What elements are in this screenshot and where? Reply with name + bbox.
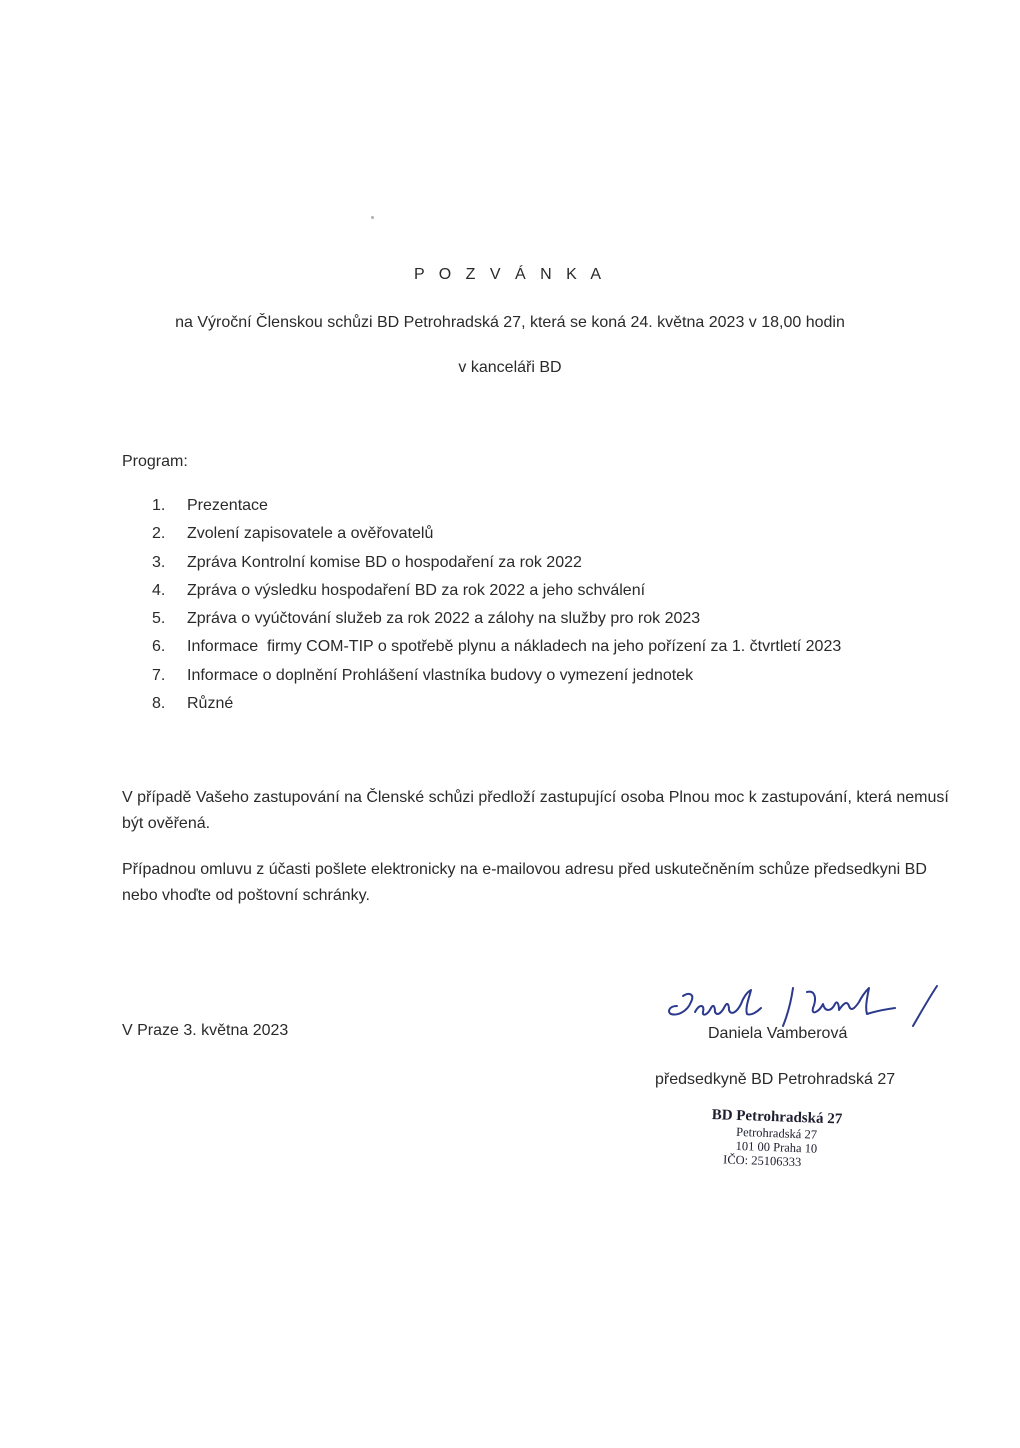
apology-note: Případnou omluvu z účasti pošlete elektronicky na e-mailovou adresu před uskutečněním schůze předsedkyni BD nebo vhoďte od poštovní schránky. <box>122 861 927 904</box>
organization-stamp <box>710 1107 843 1171</box>
agenda-item-number: 3. <box>152 553 166 571</box>
place-and-date: V Praze 3. května 2023 <box>122 1022 289 1039</box>
signer-role: předsedkyně BD Petrohradská 27 <box>655 1071 896 1088</box>
proxy-note: V případě Vašeho zastupování na Členské schůzi předloží zastupující osoba Plnou moc k zastupování, která nemusí být ověřená. <box>122 789 949 832</box>
agenda-item-number: 2. <box>152 525 166 543</box>
agenda-item-text: Informace o doplnění Prohlášení vlastníka budovy o vymezení jednotek <box>187 666 694 684</box>
stamp-street: Petrohradská 27 <box>735 1124 818 1142</box>
scan-speck <box>371 216 374 219</box>
agenda-item <box>152 694 841 722</box>
agenda-item <box>152 609 841 637</box>
agenda-item-text: Různé <box>187 695 234 713</box>
meeting-announcement: na Výroční Členskou schůzi BD Petrohradská 27, která se koná 24. května 2023 v 18,00 hodin <box>175 314 845 331</box>
agenda-item <box>152 666 841 694</box>
agenda-item-number: 1. <box>152 497 166 514</box>
agenda-item <box>152 524 841 552</box>
agenda-item <box>152 496 841 524</box>
agenda-item-text: Zvolení zapisovatele a ověřovatelů <box>187 525 434 543</box>
agenda-list <box>152 496 841 722</box>
document-title: P O Z V Á N K A <box>413 266 607 283</box>
stamp-city: 101 00 Praha 10 <box>735 1138 818 1156</box>
agenda-item-text: Zpráva Kontrolní komise BD o hospodaření za rok 2022 <box>187 553 582 571</box>
agenda-item <box>152 637 841 665</box>
stamp-ico: IČO: 25106333 <box>722 1152 802 1170</box>
stamp-organization: BD Petrohradská 27 <box>711 1107 843 1128</box>
agenda-item-number: 5. <box>152 610 166 628</box>
signer-name: Daniela Vamberová <box>708 1025 848 1042</box>
agenda-item-number: 6. <box>152 638 166 656</box>
agenda-item-text: Zpráva o výsledku hospodaření BD za rok 2022 a jeho schválení <box>187 581 646 599</box>
program-label: Program: <box>122 453 188 470</box>
agenda-item-text: Informace firmy COM-TIP o spotřebě plynu a nákladech na jeho pořízení za 1. čtvrtletí 2023 <box>187 638 842 656</box>
meeting-location: v kanceláři BD <box>458 359 562 376</box>
agenda-item-number: 4. <box>152 581 166 599</box>
agenda-item <box>152 553 841 581</box>
agenda-item-number: 8. <box>152 695 166 713</box>
agenda-item <box>152 581 841 609</box>
agenda-item-text: Zpráva o vyúčtování služeb za rok 2022 a zálohy na služby pro rok 2023 <box>187 610 701 628</box>
agenda-item-number: 7. <box>152 666 166 684</box>
agenda-item-text: Prezentace <box>187 497 268 514</box>
